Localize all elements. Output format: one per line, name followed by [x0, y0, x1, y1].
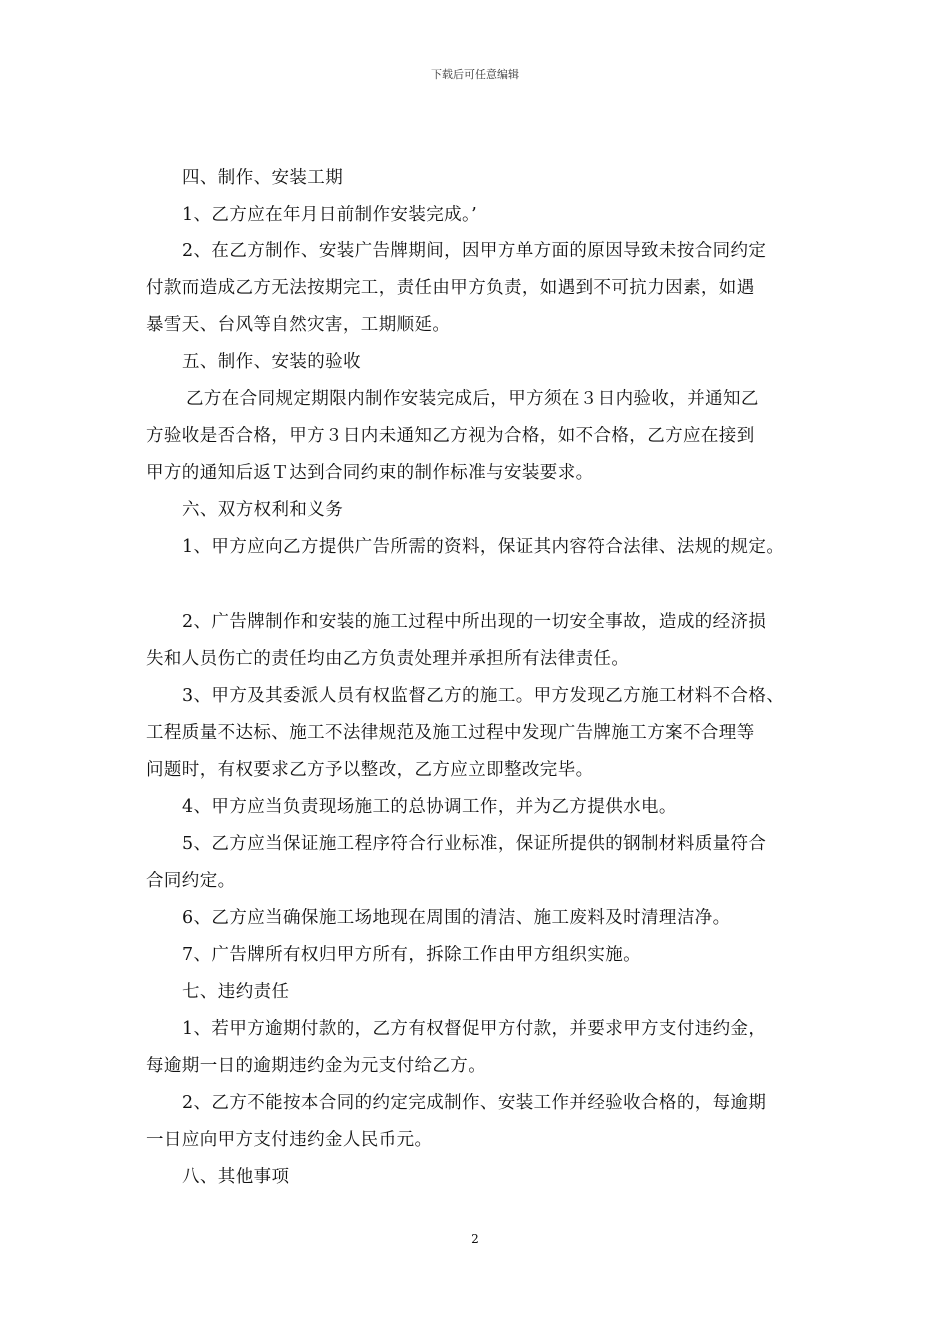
paragraph-line: 乙方在合同规定期限内制作安装完成后，甲方须在３日内验收，并通知乙 [186, 389, 759, 409]
paragraph-line: 2、乙方不能按本合同的约定完成制作、安装工作并经验收合格的，每逾期 [182, 1093, 767, 1113]
paragraph-line: 工程质量不达标、施工不法律规范及施工过程中发现广告牌施工方案不合理等 [146, 723, 755, 743]
section-heading-6: 六、双方权利和义务 [182, 500, 344, 520]
paragraph-line: 暴雪天、台风等自然灾害，工期顺延。 [146, 315, 451, 335]
paragraph-line: 失和人员伤亡的责任均由乙方负责处理并承担所有法律责任。 [146, 649, 630, 669]
section-heading-8: 八、其他事项 [182, 1167, 290, 1187]
section-heading-4: 四、制作、安装工期 [182, 168, 344, 188]
paragraph-line: 6、乙方应当确保施工场地现在周围的清洁、施工废料及时清理洁净。 [182, 908, 731, 928]
page-number: 2 [471, 1232, 479, 1246]
paragraph-line: 1、若甲方逾期付款的，乙方有权督促甲方付款，并要求甲方支付违约金， [182, 1019, 767, 1039]
page-header: 下载后可任意编辑 [431, 68, 519, 81]
paragraph-line: 7、广告牌所有权归甲方所有，拆除工作由甲方组织实施。 [182, 945, 642, 965]
paragraph-line: 1、乙方应在年月日前制作安装完成。’ [182, 205, 478, 225]
paragraph-line: 每逾期一日的逾期违约金为元支付给乙方。 [146, 1056, 487, 1076]
paragraph-line: 4、甲方应当负责现场施工的总协调工作，并为乙方提供水电。 [182, 797, 677, 817]
paragraph-line: 问题时，有权要求乙方予以整改，乙方应立即整改完毕。 [146, 760, 594, 780]
paragraph-line: 2、在乙方制作、安装广告牌期间，因甲方单方面的原因导致未按合同约定 [182, 241, 767, 261]
paragraph-line: 2、广告牌制作和安装的施工过程中所出现的一切安全事故，造成的经济损 [182, 612, 767, 632]
section-heading-5: 五、制作、安装的验收 [182, 352, 361, 372]
paragraph-line: 3、甲方及其委派人员有权监督乙方的施工。甲方发现乙方施工材料不合格、 [182, 686, 785, 706]
paragraph-line: 合同约定。 [146, 871, 236, 891]
paragraph-line: 方验收是否合格，甲方３日内未通知乙方视为合格，如不合格，乙方应在接到 [146, 426, 755, 446]
paragraph-line: 1、甲方应向乙方提供广告所需的资料，保证其内容符合法律、法规的规定。 [182, 537, 785, 557]
paragraph-line: 付款而造成乙方无法按期完工，责任由甲方负责，如遇到不可抗力因素，如遇 [146, 278, 755, 298]
paragraph-line: 5、乙方应当保证施工程序符合行业标准，保证所提供的钢制材料质量符合 [182, 834, 767, 854]
paragraph-line: 一日应向甲方支付违约金人民币元。 [146, 1130, 433, 1150]
section-heading-7: 七、违约责任 [182, 982, 290, 1002]
paragraph-line: 甲方的通知后返Ｔ达到合同约束的制作标准与安装要求。 [146, 463, 594, 483]
